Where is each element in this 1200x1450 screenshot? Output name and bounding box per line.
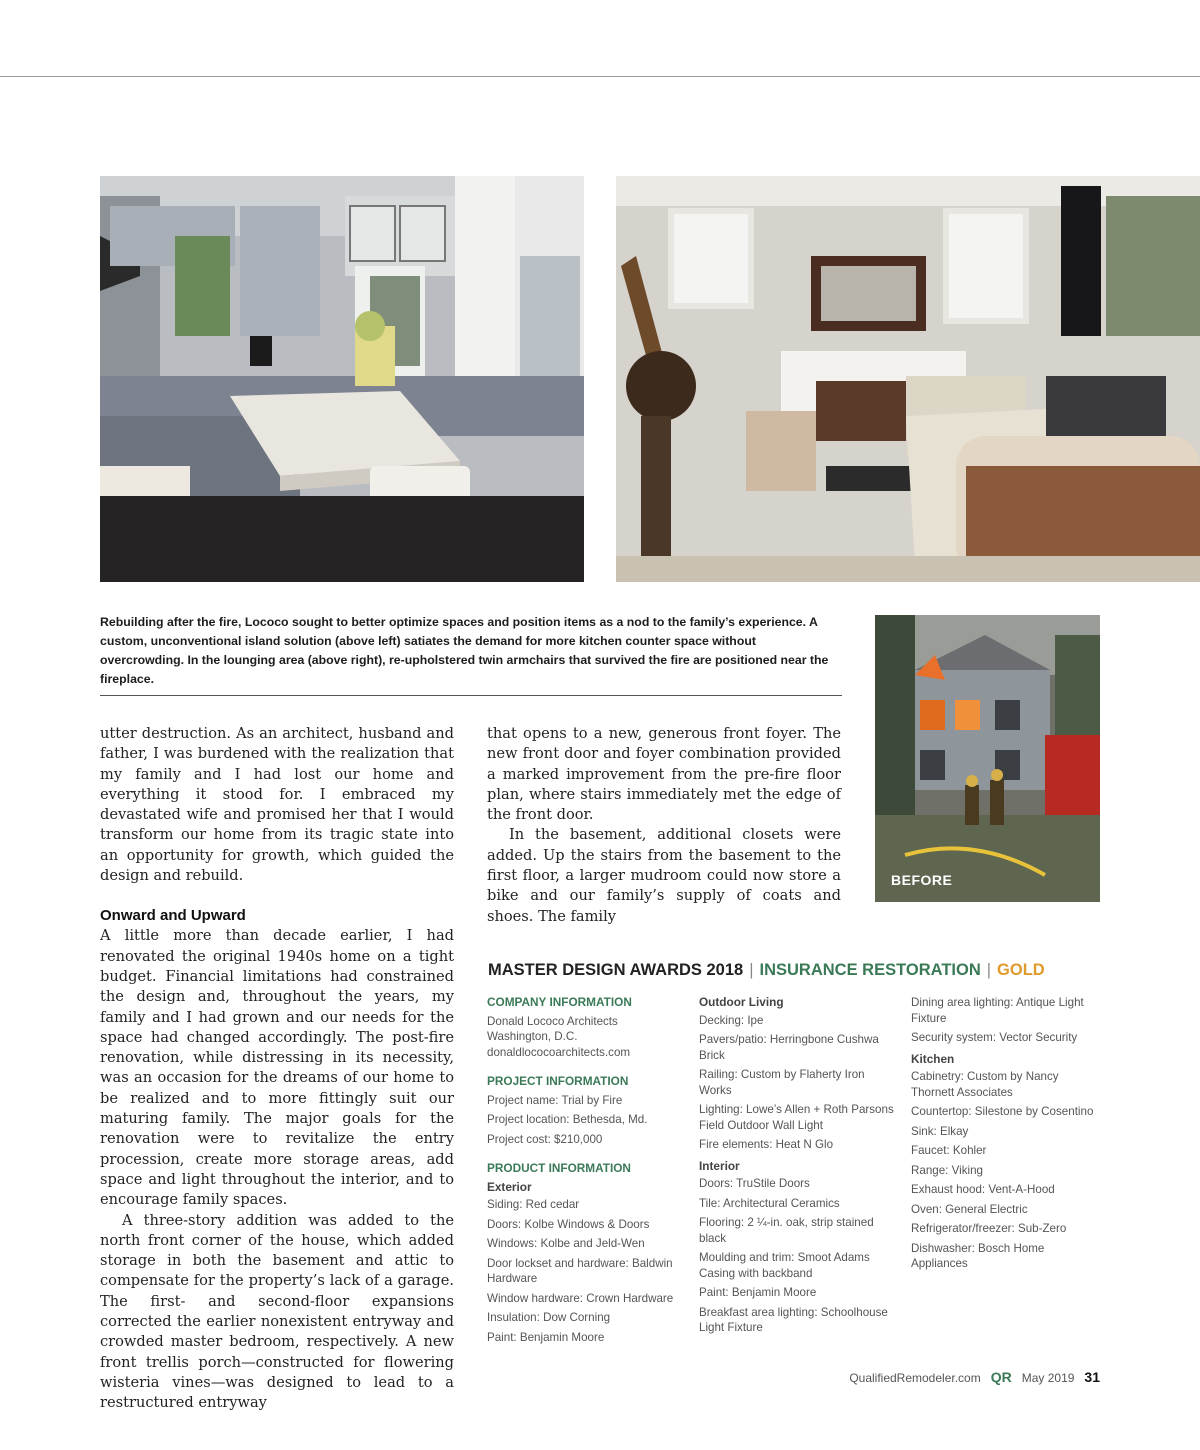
product-line: Exhaust hood: Vent-A-Hood (911, 1183, 1055, 1196)
product-line: Doors: TruStile Doors (699, 1177, 810, 1190)
product-line: Door lockset and hardware: Baldwin Hardware (487, 1256, 673, 1285)
page-number: 31 (1084, 1369, 1100, 1385)
before-photo (875, 615, 1100, 902)
article-paragraph: A three-story addition was added to the north front corner of the house, which added storage in both the basement and attic to compensate for the property’s lack of a garage. The first- and second-floor expansions corrected the earlier nonexistent entryway and crowded master bedroom, respectively. A new front trellis porch—constructed for flowering wisteria vines—was designed to lead to a restructured entryway (100, 1211, 454, 1412)
info-column-outdoor-interior (699, 995, 894, 1340)
product-line: Doors: Kolbe Windows & Doors (487, 1217, 650, 1231)
product-line: Railing: Custom by Flaherty Iron Works (699, 1068, 865, 1097)
product-line: Dining area lighting: Antique Light Fixture (911, 996, 1084, 1025)
product-line: Dishwasher: Bosch Home Appliances (911, 1241, 1045, 1270)
footer-brand-logo: QR (990, 1369, 1012, 1385)
interior-heading: Interior (699, 1158, 740, 1173)
product-line: Cabinetry: Custom by Nancy Thornett Associates (911, 1070, 1059, 1099)
project-line: Project location: Bethesda, Md. (487, 1113, 648, 1126)
article-column-middle (487, 724, 841, 927)
article-paragraph: that opens to a new, generous front foyer. The new front door and foyer combination provided a marked improvement from the pre-fire floor plan, where stairs immediately met the edge of the front door. (487, 725, 841, 824)
product-line: Flooring: 2 ¼-in. oak, strip stained black (699, 1216, 874, 1245)
before-label: BEFORE (891, 872, 953, 888)
kitchen-photo (100, 176, 584, 582)
living-room-photo (616, 176, 1200, 582)
product-line: Decking: Ipe (699, 1013, 764, 1027)
awards-category: INSURANCE RESTORATION (759, 961, 981, 979)
exterior-heading: Exterior (487, 1179, 532, 1194)
product-line: Moulding and trim: Smoot Adams Casing with backband (699, 1251, 870, 1280)
product-line: Siding: Red cedar (487, 1198, 580, 1211)
product-line: Paint: Benjamin Moore (699, 1286, 817, 1299)
awards-title (488, 961, 1188, 980)
project-info-heading: PROJECT INFORMATION (487, 1074, 629, 1088)
project-line: Project name: Trial by Fire (487, 1093, 623, 1107)
article-paragraph: In the basement, additional closets were added. Up the stairs from the basement to the first floor, a larger mudroom could now store a bike and our family’s supply of coats and shoes. The family (487, 826, 841, 925)
article-paragraph: A little more than decade earlier, I had renovated the original 1940s home on a tight budget. Financial limitations had constrained the design and, throughout the years, my family and I had grown and our needs for the space had changed accordingly. The post-fire renovation, while distressing in its necessity, was an occasion for the dreams of our home to be realized and to more fittingly suit our maturing family. The major goals for the renovation were to revitalize the entry procession, create more storage areas, add space and light throughout the interior, and to encourage family spaces. (100, 927, 454, 1209)
product-line: Windows: Kolbe and Jeld-Wen (487, 1237, 645, 1250)
product-line: Refrigerator/freezer: Sub-Zero (911, 1222, 1067, 1235)
product-line: Sink: Elkay (911, 1124, 969, 1138)
product-line: Pavers/patio: Herringbone Cushwa Brick (699, 1033, 879, 1062)
info-column-company-project (487, 995, 682, 1349)
company-info-heading: COMPANY INFORMATION (487, 995, 632, 1009)
product-line: Lighting: Lowe’s Allen + Roth Parsons Field Outdoor Wall Light (699, 1103, 894, 1132)
article-column-left (100, 724, 454, 1414)
product-line: Range: Viking (911, 1163, 983, 1177)
product-line: Tile: Architectural Ceramics (699, 1196, 840, 1210)
section-heading: Onward and Upward (100, 907, 246, 925)
outdoor-living-heading: Outdoor Living (699, 995, 784, 1009)
product-line: Insulation: Dow Corning (487, 1311, 611, 1324)
product-line: Paint: Benjamin Moore (487, 1330, 605, 1344)
kitchen-heading: Kitchen (911, 1051, 955, 1066)
separator: | (749, 961, 754, 979)
product-line: Window hardware: Crown Hardware (487, 1291, 674, 1305)
product-line: Oven: General Electric (911, 1202, 1028, 1216)
project-line: Project cost: $210,000 (487, 1132, 603, 1146)
product-line: Security system: Vector Security (911, 1031, 1078, 1044)
product-line: Faucet: Kohler (911, 1144, 987, 1157)
top-rule (0, 76, 1200, 77)
awards-level: GOLD (997, 961, 1045, 979)
product-line: Fire elements: Heat N Glo (699, 1138, 834, 1151)
awards-name: MASTER DESIGN AWARDS 2018 (488, 961, 744, 979)
product-line: Breakfast area lighting: Schoolhouse Light Fixture (699, 1305, 888, 1334)
info-column-kitchen (911, 995, 1101, 1276)
article-paragraph: utter destruction. As an architect, husband and father, I was burdened with the realization that my family and I had lost our home and everything it stood for. I embraced my devastated wife and promised her that I would transform our home from its tragic state into an opportunity for growth, which guided the design and rebuild. (100, 725, 454, 885)
company-line: donaldlococoarchitects.com (487, 1045, 631, 1059)
photo-caption: Rebuilding after the fire, Lococo sought to better optimize spaces and position items as a nod to the family’s experience. A custom, unconventional island solution (above left) satiates the demand for more kitchen counter space without overcrowding. In the lounging area (above right), re-upholstered twin armchairs that survived the fire are positioned near the fireplace. (100, 613, 842, 696)
footer-site: QualifiedRemodeler.com (849, 1371, 981, 1385)
product-line: Countertop: Silestone by Cosentino (911, 1105, 1094, 1118)
separator: | (986, 961, 992, 979)
company-line: Donald Lococo Architects (487, 1014, 618, 1028)
page-footer (0, 1369, 1100, 1385)
footer-date: May 2019 (1021, 1371, 1075, 1385)
product-info-heading: PRODUCT INFORMATION (487, 1161, 631, 1175)
company-line: Washington, D.C. (487, 1030, 578, 1043)
